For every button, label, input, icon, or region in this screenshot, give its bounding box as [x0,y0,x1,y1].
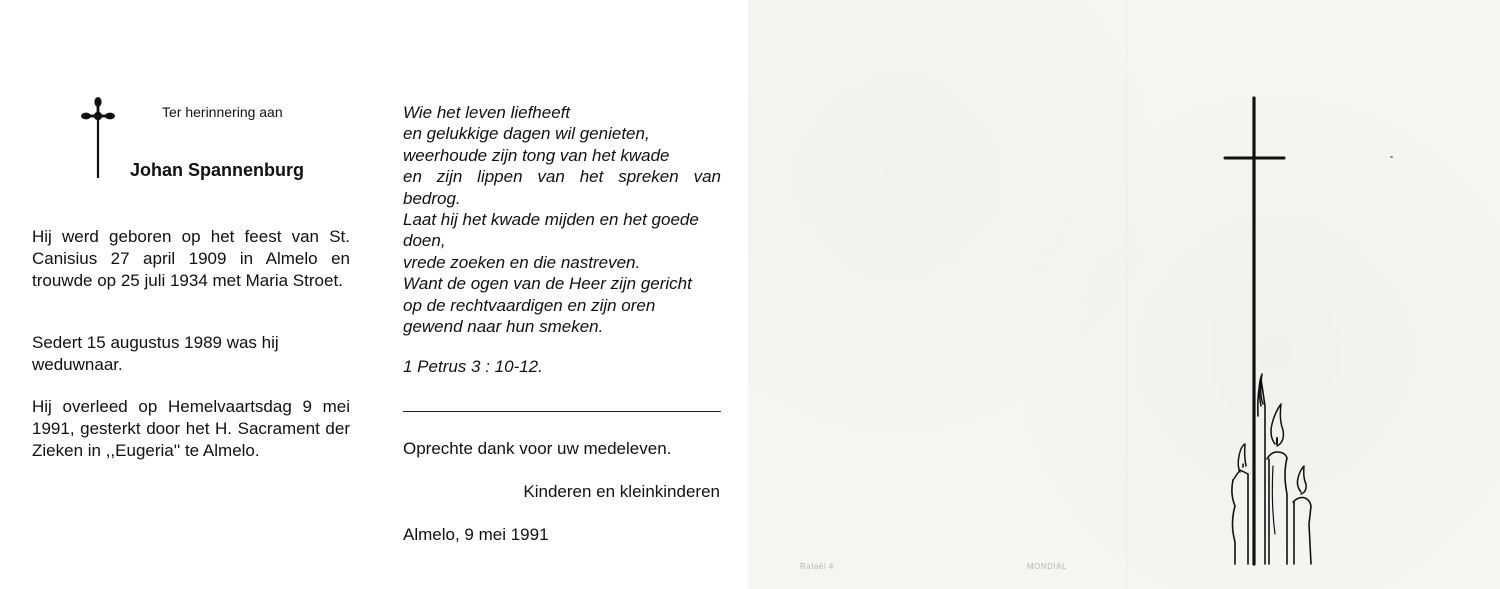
verse-line: bedrog. [403,188,461,208]
paper-speck [1390,156,1393,158]
verse-line: en gelukkige dagen wil genieten, [403,124,650,144]
verse-line: Wie het leven liefheeft [403,103,571,122]
divider [403,411,721,412]
cross-with-candles-icon [1215,94,1315,569]
verse-line: gewend naar hun smeken. [403,317,604,337]
verse-line: Laat hij het kwade mijden en het goede [403,210,699,230]
card-cover-page [748,0,1500,589]
bio-paragraph-birth: Hij werd geboren op het feest van St. Canisius 27 april 1909 in Almelo en trouwde op 25 juli 1934 met Maria Stroet. [32,227,350,290]
bio-paragraph-death: Hij overleed op Hemelvaartsdag 9 mei 1991, gesterkt door het H. Sacrament der Zieken in ,,Eugeria'' te Almelo. [32,397,350,460]
card-inner-page [0,0,748,589]
cross-icon [80,96,116,178]
family-signature: Kinderen en kleinkinderen [523,482,720,501]
verse-reference: 1 Petrus 3 : 10-12. [403,357,543,376]
publisher-mark: MONDIAL [1027,562,1067,571]
verse-line: weerhoude zijn tong van het kwade [403,145,670,165]
verse-line: vrede zoeken en die nastreven. [403,252,641,272]
place-and-date: Almelo, 9 mei 1991 [403,525,549,544]
fold-line [1126,0,1127,589]
deceased-name: Johan Spannenburg [130,160,305,180]
bible-verse [403,102,721,337]
thanks-text: Oprechte dank voor uw medeleven. [403,439,672,458]
bio-paragraph-widower: Sedert 15 augustus 1989 was hij weduwnaar. [32,333,279,374]
verse-line: doen, [403,231,446,251]
printer-mark: Rafaël 4 [800,562,834,571]
verse-line: en zijn lippen van het spreken van [403,167,721,187]
intro-text: Ter herinnering aan [162,104,283,120]
verse-line: Want de ogen van de Heer zijn gericht [403,274,692,294]
verse-line: op de rechtvaardigen en zijn oren [403,295,656,315]
